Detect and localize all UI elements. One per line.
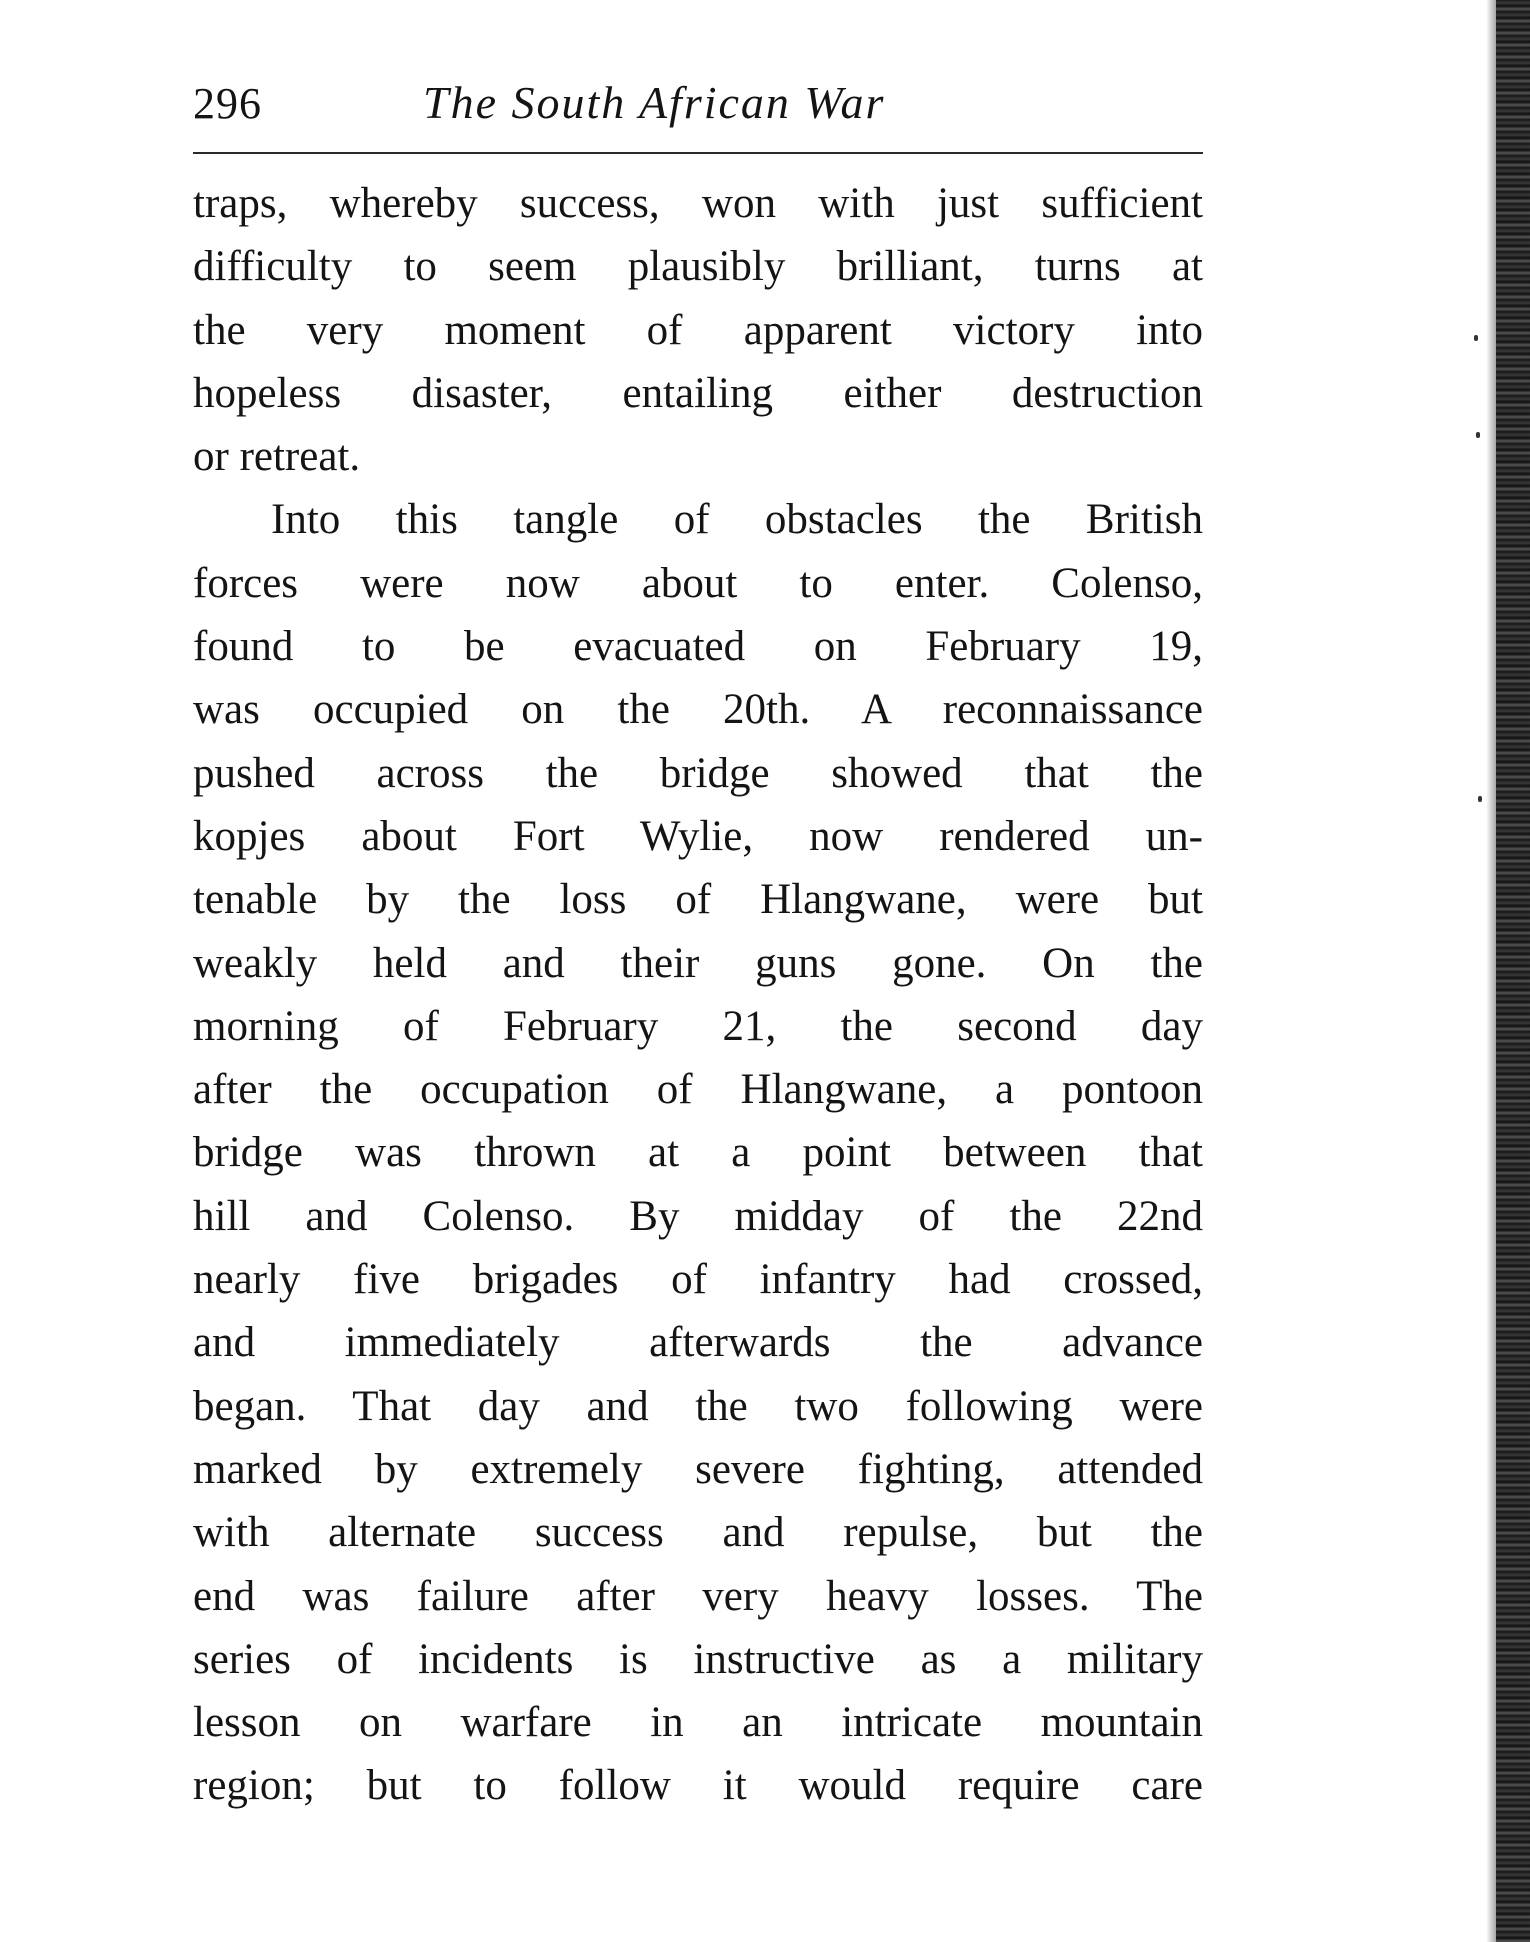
text-line: was occupied on the 20th. A reconnaissance — [193, 686, 1203, 734]
text-line: marked by extremely severe fighting, attended — [193, 1445, 1203, 1493]
text-line: Into this tangle of obstacles the British — [271, 496, 1203, 544]
text-line: bridge was thrown at a point between that — [193, 1129, 1203, 1177]
binding-shadow — [1486, 0, 1496, 1942]
scan-speck — [1474, 335, 1478, 341]
text-line: hopeless disaster, entailing either destruction — [193, 369, 1203, 417]
text-line: or retreat. — [193, 433, 361, 481]
text-line: forces were now about to enter. Colenso, — [193, 559, 1203, 607]
page-number: 296 — [193, 79, 262, 128]
page-header — [193, 68, 1203, 138]
binding-gutter — [1496, 0, 1530, 1942]
text-line: series of incidents is instructive as a military — [193, 1635, 1203, 1683]
body-text — [193, 172, 1203, 1818]
text-line: pushed across the bridge showed that the — [193, 749, 1203, 797]
scan-speck — [1476, 432, 1480, 438]
text-line: began. That day and the two following were — [193, 1382, 1203, 1430]
text-line: morning of February 21, the second day — [193, 1002, 1203, 1050]
text-line: with alternate success and repulse, but the — [193, 1509, 1203, 1557]
text-line: region; but to follow it would require care — [193, 1762, 1203, 1810]
text-line: tenable by the loss of Hlangwane, were but — [193, 876, 1203, 924]
text-line: kopjes about Fort Wylie, now rendered un- — [193, 812, 1203, 860]
text-line: hill and Colenso. By midday of the 22nd — [193, 1192, 1203, 1240]
text-line: found to be evacuated on February 19, — [193, 623, 1203, 671]
text-line: difficulty to seem plausibly brilliant, turns at — [193, 243, 1203, 291]
running-head: The South African War — [423, 77, 886, 128]
header-rule — [193, 152, 1203, 154]
text-line: weakly held and their guns gone. On the — [193, 939, 1203, 987]
text-line: lesson on warfare in an intricate mountain — [193, 1699, 1203, 1747]
text-line: end was failure after very heavy losses. The — [193, 1572, 1203, 1620]
text-line: after the occupation of Hlangwane, a pontoon — [193, 1066, 1203, 1114]
text-line: traps, whereby success, won with just sufficient — [193, 180, 1203, 227]
text-line: nearly five brigades of infantry had crossed, — [193, 1256, 1203, 1304]
text-line: the very moment of apparent victory into — [193, 306, 1203, 354]
text-line: and immediately afterwards the advance — [193, 1319, 1203, 1367]
scan-speck — [1478, 796, 1482, 802]
